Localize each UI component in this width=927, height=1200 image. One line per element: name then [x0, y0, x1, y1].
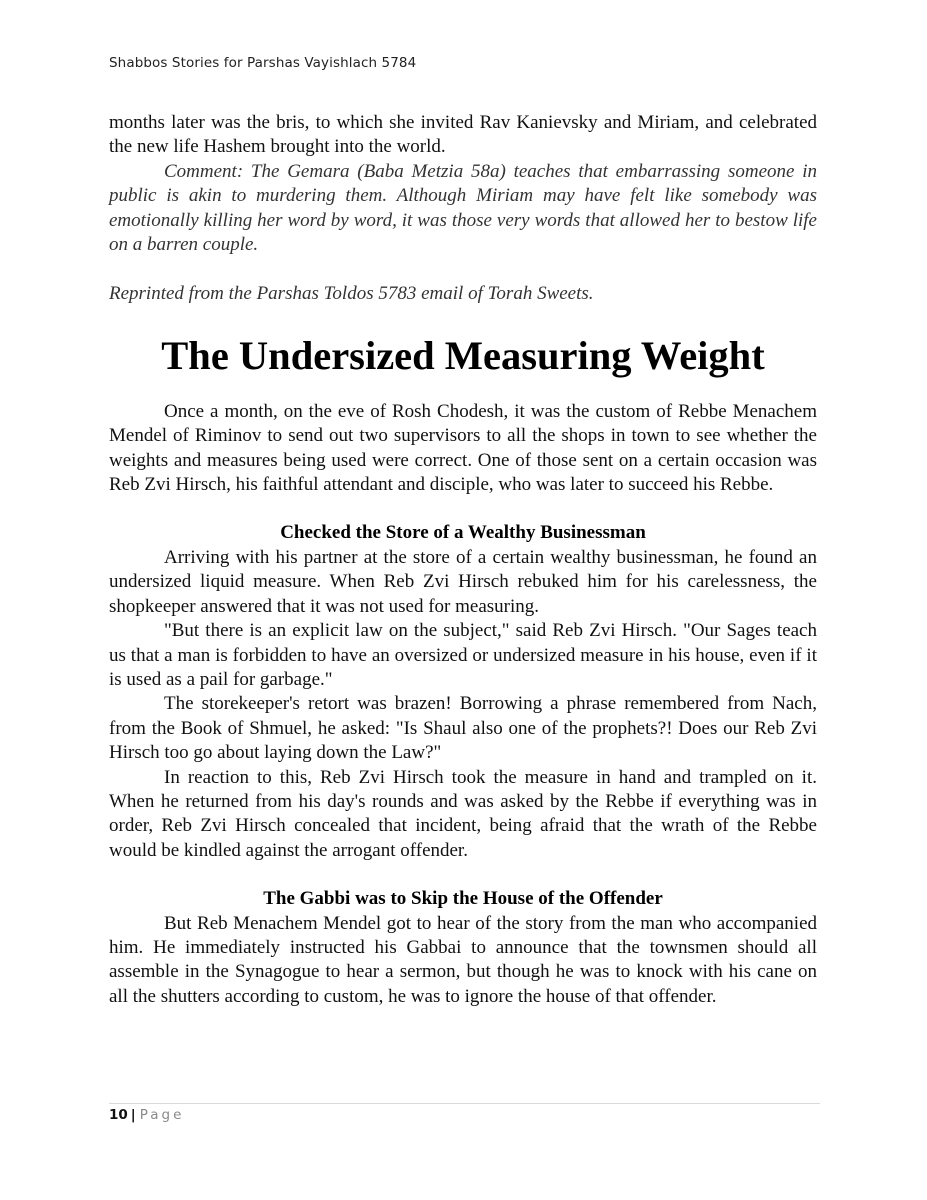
- running-header: Shabbos Stories for Parshas Vayishlach 5784: [109, 55, 417, 71]
- section2-paragraph-1: But Reb Menachem Mendel got to hear of the story from the man who accompanied him. He immediately instructed his Gabbai to announce that the townsmen should all assemble in the Synagogue to hear a sermon, but though he was to knock with his cane on all the shutters according to custom, he was to ignore the house of that offender.: [109, 912, 817, 1007]
- body-text: [109, 111, 817, 1009]
- story-title: The Undersized Measuring Weight: [161, 332, 765, 378]
- footer-separator: |: [130, 1107, 136, 1123]
- section1-paragraph-3: The storekeeper's retort was brazen! Borrowing a phrase remembered from Nach, from the Book of Shmuel, he asked: "Is Shaul also one of the prophets?! Does our Reb Zvi Hirsch too go about laying down the Law?": [109, 693, 817, 764]
- section1-paragraph-1: Arriving with his partner at the store of a certain wealthy businessman, he found an undersized liquid measure. When Reb Zvi Hirsch rebuked him for his carelessness, the shopkeeper answered that it was not used for measuring.: [109, 546, 817, 617]
- page-label: Page: [139, 1107, 185, 1123]
- reprint-credit: Reprinted from the Parshas Toldos 5783 email of Torah Sweets.: [109, 283, 594, 305]
- section-heading-wealthy-businessman: Checked the Store of a Wealthy Businessman: [280, 522, 646, 544]
- page-number: 10: [109, 1107, 128, 1123]
- continued-paragraph: months later was the bris, to which she invited Rav Kanievsky and Miriam, and celebrated the new life Hashem brought into the world.: [109, 112, 817, 158]
- section1-paragraph-4: In reaction to this, Reb Zvi Hirsch took the measure in hand and trampled on it. When he returned from his day's rounds and was asked by the Rebbe if everything was in order, Reb Zvi Hirsch concealed that incident, being afraid that the wrath of the Rebbe would be kindled against the arrogant offender.: [109, 766, 817, 861]
- section1-paragraph-2: "But there is an explicit law on the subject," said Reb Zvi Hirsch. "Our Sages teach us that a man is forbidden to have an oversized or undersized measure in his house, even if it is used as a pail for garbage.": [109, 620, 817, 690]
- story-intro-paragraph: Once a month, on the eve of Rosh Chodesh, it was the custom of Rebbe Menachem Mendel of Riminov to send out two supervisors to all the shops in town to see whether the weights and measures being used were correct. One of those sent on a certain occasion was Reb Zvi Hirsch, his faithful attendant and disciple, who was later to succeed his Rebbe.: [109, 400, 817, 496]
- page-footer: [109, 1107, 184, 1123]
- footer-divider: [109, 1103, 820, 1104]
- comment-paragraph: Comment: The Gemara (Baba Metzia 58a) teaches that embarrassing someone in public is akin to murdering them. Although Miriam may have felt like somebody was emotionally killing her word by word, it was those very words that allowed her to bestow life on a barren couple.: [109, 160, 817, 256]
- section-heading-gabbi: The Gabbi was to Skip the House of the Offender: [263, 888, 663, 910]
